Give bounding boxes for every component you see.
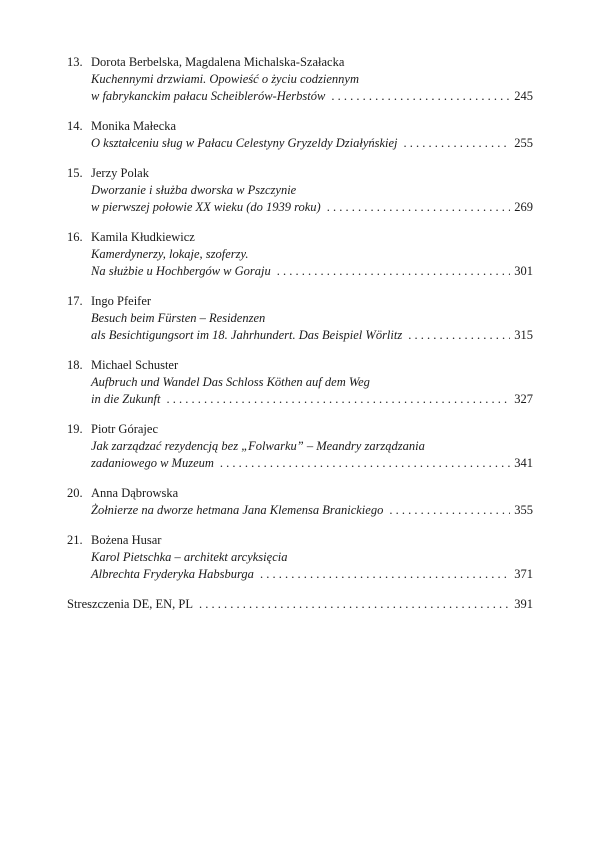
toc-entry[interactable] <box>67 54 533 105</box>
entry-number: 15. <box>67 166 83 180</box>
toc-entry[interactable] <box>67 165 533 216</box>
dot-leader <box>404 135 511 152</box>
entry-page-number: 301 <box>514 264 533 278</box>
dot-leader <box>331 88 510 105</box>
entry-page-number: 269 <box>514 200 533 214</box>
entry-title-line <box>67 199 533 216</box>
entry-number: 18. <box>67 358 83 372</box>
entry-page-number: 355 <box>514 503 533 517</box>
toc-entry-heading <box>67 54 533 71</box>
entry-title-text: Karol Pietschka – architekt arcyksięcia <box>91 550 288 564</box>
entry-page-number: 371 <box>514 567 533 581</box>
toc-entry[interactable] <box>67 485 533 519</box>
entry-number: 19. <box>67 422 83 436</box>
entry-number: 13. <box>67 55 83 69</box>
entry-author: Piotr Górajec <box>91 422 158 436</box>
dot-leader <box>389 502 510 519</box>
entry-title-text: Besuch beim Fürsten – Residenzen <box>91 311 266 325</box>
entry-number: 21. <box>67 533 83 547</box>
entry-page-number: 327 <box>514 392 533 406</box>
entry-number: 14. <box>67 119 83 133</box>
toc-entry-heading <box>67 118 533 135</box>
entry-title-line <box>67 263 533 280</box>
entry-title-text: Na służbie u Hochbergów w Goraju <box>91 264 271 278</box>
entry-author: Kamila Kłudkiewicz <box>91 230 195 244</box>
toc-entry-heading <box>67 165 533 182</box>
toc-entry[interactable] <box>67 118 533 152</box>
toc-entry-heading <box>67 485 533 502</box>
entry-page-number: 255 <box>514 136 533 150</box>
entry-title-text: Jak zarządzać rezydencją bez „Folwarku” – Meandry zarządzania <box>91 439 425 453</box>
toc-entry-heading <box>67 357 533 374</box>
toc-entry-heading <box>67 229 533 246</box>
entry-title-line <box>67 549 533 566</box>
entry-title-text: Żołnierze na dworze hetmana Jana Klemensa Branickiego <box>91 503 384 517</box>
entry-title-text: als Besichtigungsort im 18. Jahrhundert. Das Beispiel Wörlitz <box>91 328 403 342</box>
toc-entry[interactable] <box>67 293 533 344</box>
entry-number: 20. <box>67 486 83 500</box>
entry-author: Dorota Berbelska, Magdalena Michalska-Szałacka <box>91 55 345 69</box>
toc-entry[interactable] <box>67 532 533 583</box>
dot-leader <box>408 327 510 344</box>
entry-author: Michael Schuster <box>91 358 179 372</box>
entry-title-text: w pierwszej połowie XX wieku (do 1939 roku) <box>91 200 321 214</box>
entry-title-line <box>67 438 533 455</box>
toc-entry-heading <box>67 421 533 438</box>
toc-entry[interactable] <box>67 421 533 472</box>
entry-title-text: Aufbruch und Wandel Das Schloss Köthen auf dem Weg <box>91 375 370 389</box>
entry-author: Monika Małecka <box>91 119 177 133</box>
entry-title-text: w fabrykanckim pałacu Scheiblerów-Herbstów <box>91 89 326 103</box>
entry-title-line <box>67 455 533 472</box>
entry-title-text: Albrechta Fryderyka Habsburga <box>91 567 254 581</box>
entry-page-number: 245 <box>514 89 533 103</box>
entry-author: Anna Dąbrowska <box>91 486 179 500</box>
entry-title-line <box>67 88 533 105</box>
summary-page-number: 391 <box>514 597 533 611</box>
entry-number: 16. <box>67 230 83 244</box>
entry-title-line <box>67 71 533 88</box>
entry-title-line <box>67 135 533 152</box>
entry-page-number: 315 <box>514 328 533 342</box>
toc-entry-heading <box>67 293 533 310</box>
dot-leader <box>260 566 510 583</box>
entry-title-text: Dworzanie i służba dworska w Pszczynie <box>91 183 297 197</box>
toc-summary-line[interactable] <box>67 596 533 613</box>
entry-title-line <box>67 327 533 344</box>
entry-title-text: Kamerdynerzy, lokaje, szoferzy. <box>91 247 249 261</box>
entry-title-line <box>67 374 533 391</box>
entry-title-line <box>67 566 533 583</box>
entry-title-text: Kuchennymi drzwiami. Opowieść o życiu codziennym <box>91 72 360 86</box>
dot-leader <box>220 455 510 472</box>
entry-title-line <box>67 182 533 199</box>
entry-title-text: zadaniowego w Muzeum <box>91 456 214 470</box>
entry-author: Jerzy Polak <box>91 166 149 180</box>
dot-leader <box>199 596 510 613</box>
entry-title-text: in die Zukunft <box>91 392 161 406</box>
toc-entry[interactable] <box>67 229 533 280</box>
entry-number: 17. <box>67 294 83 308</box>
entry-title-line <box>67 502 533 519</box>
entry-author: Bożena Husar <box>91 533 162 547</box>
entry-page-number: 341 <box>514 456 533 470</box>
dot-leader <box>166 391 510 408</box>
entry-author: Ingo Pfeifer <box>91 294 152 308</box>
toc-entries <box>67 54 533 583</box>
entry-title-text: O kształceniu sług w Pałacu Celestyny Gryzeldy Działyńskiej <box>91 136 398 150</box>
table-of-contents <box>67 54 533 613</box>
toc-entry-heading <box>67 532 533 549</box>
entry-title-line <box>67 391 533 408</box>
entry-title-line <box>67 246 533 263</box>
dot-leader <box>327 199 511 216</box>
summary-label: Streszczenia DE, EN, PL <box>67 597 194 611</box>
dot-leader <box>277 263 511 280</box>
toc-entry[interactable] <box>67 357 533 408</box>
entry-title-line <box>67 310 533 327</box>
